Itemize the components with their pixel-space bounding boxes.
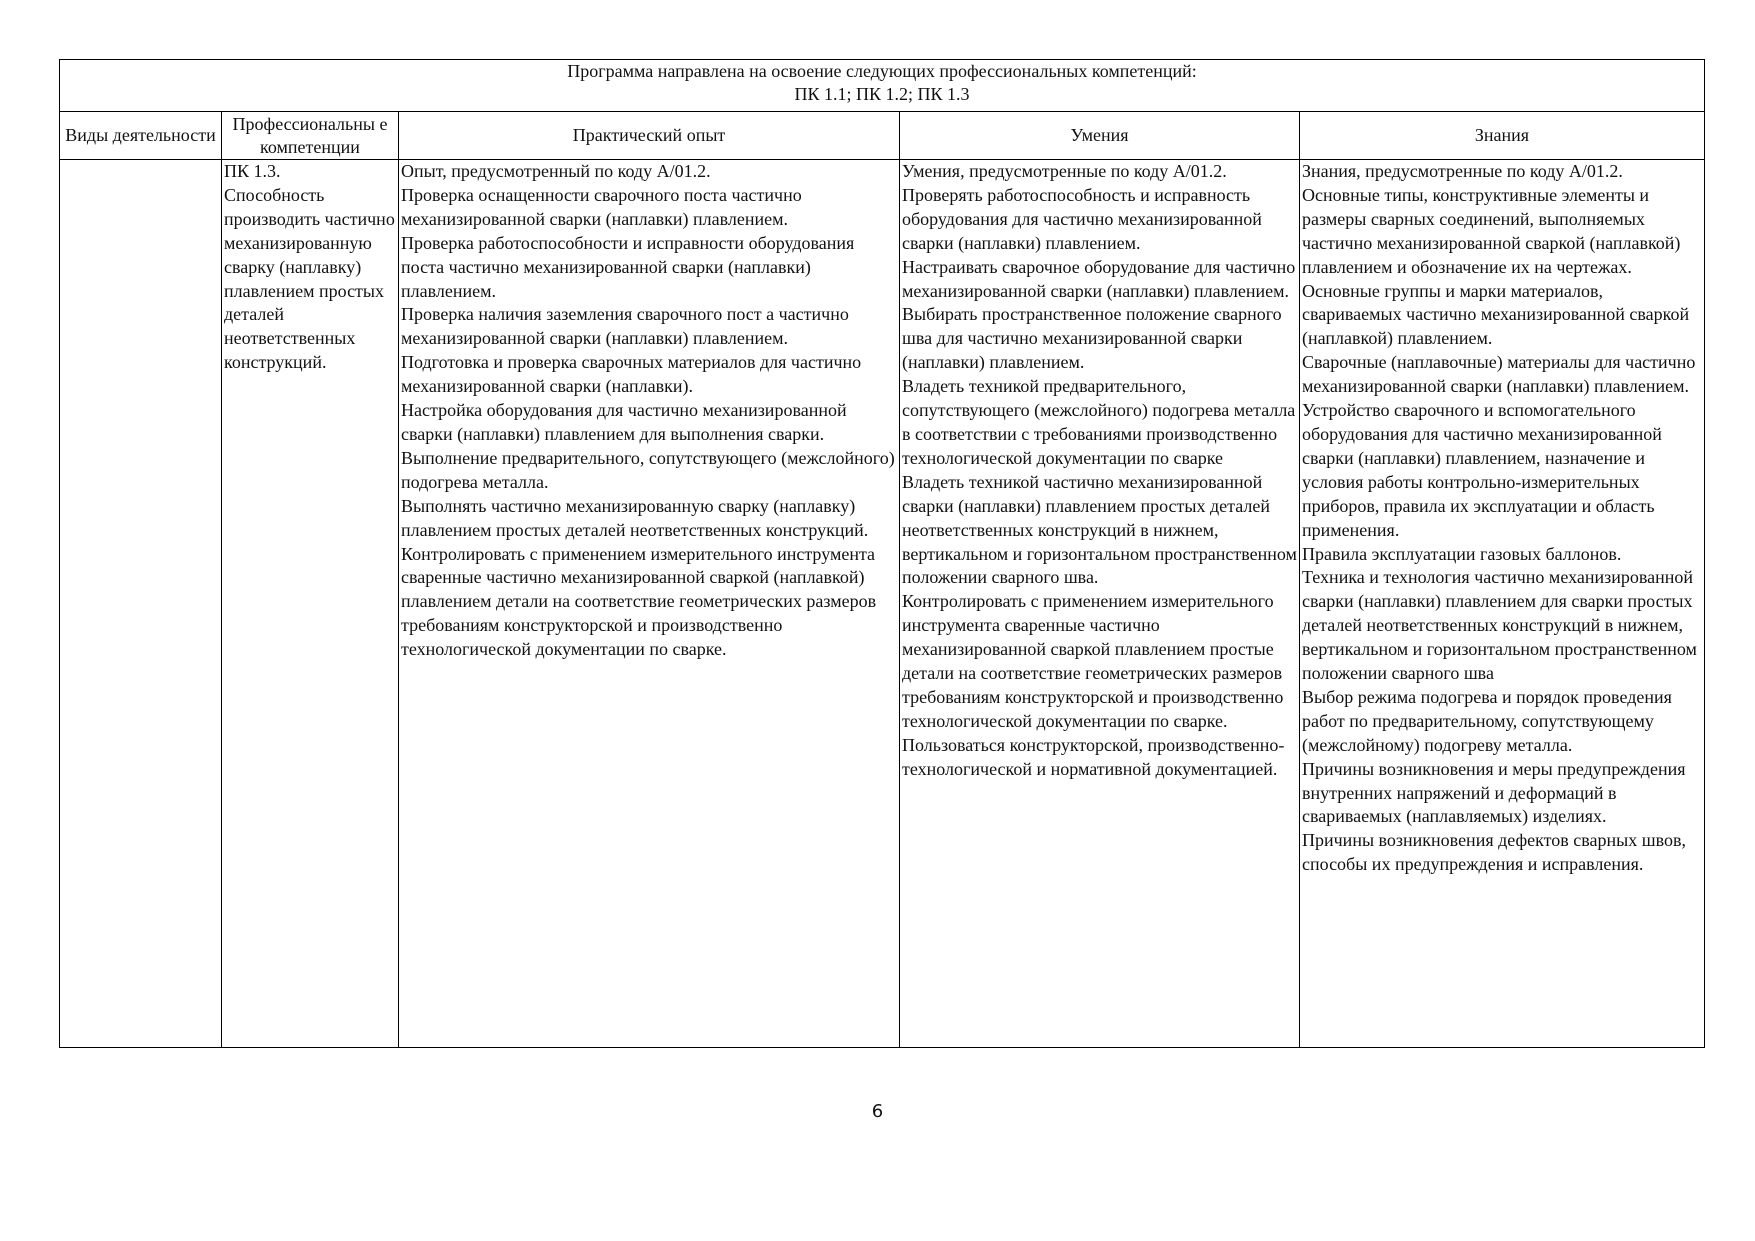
skill-item: Контролировать с применением измерительного инструмента сваренные частично механизированной сваркой плавлением простые детали на соответствие геометрических размеров требованиям конструкторской и производственно технологической документации по сварке.: [902, 591, 1284, 731]
knowledge-item: Техника и технология частично механизированной сварки (наплавки) плавлением для сварки простых деталей неответственных конструкций в нижнем, вертикальном и горизонтальном пространственном положении сварного шва: [1302, 567, 1697, 684]
practice-item: Проверка работоспособности и исправности оборудования поста частично механизированной сварки (наплавки) плавлением.: [401, 232, 855, 301]
skill-item: Настраивать сварочное оборудование для частично механизированной сварки (наплавки) плавлением.: [902, 256, 1296, 301]
page-number: 6: [871, 1101, 884, 1122]
practice-item: Контролировать с применением измерительного инструмента сваренные частично механизированной сваркой (наплавкой) плавлением детали на соответствие геометрических размеров требованиям конструкторской и производственно технологической документации по сварке.: [401, 543, 877, 660]
knowledge-item: Основные группы и марки материалов, свариваемых частично механизированной сваркой (наплавкой) плавлением.: [1302, 280, 1690, 349]
competency-code: ПК 1.3.: [224, 161, 281, 181]
skill-item: Проверять работоспособность и исправность оборудования для частично механизированной сварки (наплавки) плавлением.: [902, 184, 1262, 253]
cell-practice: [399, 160, 900, 1048]
knowledge-item: Сварочные (наплавочные) материалы для частично механизированной сварки (наплавки) плавлением.: [1302, 352, 1696, 397]
header-knowledge: Знания: [1300, 112, 1705, 160]
table-title: [60, 60, 1705, 112]
practice-item: Опыт, предусмотренный по коду A/01.2.: [401, 161, 711, 181]
knowledge-item: Причины возникновения и меры предупреждения внутренних напряжений и деформаций в свариваемых (наплавляемых) изделиях.: [1302, 758, 1686, 827]
competency-table: [59, 59, 1705, 1048]
skill-item: Пользоваться конструкторской, производственно-технологической и нормативной документацией.: [902, 734, 1285, 779]
knowledge-item: Знания, предусмотренные по коду A/01.2.: [1302, 161, 1623, 181]
cell-activity: [60, 160, 222, 1048]
practice-item: Настройка оборудования для частично механизированной сварки (наплавки) плавлением для выполнения сварки.: [401, 400, 847, 444]
table-row: [60, 160, 1705, 1048]
practice-item: Подготовка и проверка сварочных материалов для частично механизированной сварки (наплавки).: [401, 352, 862, 397]
skill-item: Умения, предусмотренные по коду A/01.2.: [902, 161, 1227, 181]
knowledge-item: Правила эксплуатации газовых баллонов.: [1302, 543, 1622, 564]
knowledge-item: Основные типы, конструктивные элементы и размеры сварных соединений, выполняемых частично механизированной сваркой (наплавкой) плавлением и обозначение их на чертежах.: [1302, 184, 1681, 277]
skill-item: Владеть техникой частично механизированной сварки (наплавки) плавлением простых деталей неответственных конструкций в нижнем, вертикальном и горизонтальном пространственном положении сварного шва.: [902, 471, 1297, 588]
cell-knowledge: [1300, 160, 1705, 1048]
practice-item: Выполнять частично механизированную сварку (наплавку) плавлением простых деталей неответственных конструкций.: [401, 495, 869, 540]
header-skills: Умения: [900, 112, 1300, 160]
knowledge-item: Устройство сварочного и вспомогательного оборудования для частично механизированной сварки (наплавки) плавлением, назначение и условия работы контрольно-измерительных приборов, правила их эксплуатации и область применения.: [1302, 400, 1662, 540]
practice-item: Выполнение предварительного, сопутствующего (межслойного) подогрева металла.: [401, 447, 895, 492]
knowledge-item: Выбор режима подогрева и порядок проведения работ по предварительному, сопутствующему (межслойному) подогреву металла.: [1302, 686, 1672, 755]
table-title-row: [60, 60, 1705, 112]
title-line-2: ПК 1.1; ПК 1.2; ПК 1.3: [794, 84, 970, 104]
header-activity: Виды деятельности: [60, 112, 222, 160]
header-practice: Практический опыт: [399, 112, 900, 160]
practice-item: Проверка наличия заземления сварочного пост а частично механизированной сварки (наплавки) плавлением.: [401, 304, 849, 349]
competency-description: Способность производить частично механизированную сварку (наплавку) плавлением простых деталей неответственных конструкций.: [224, 184, 395, 373]
knowledge-item: Причины возникновения дефектов сварных швов, способы их предупреждения и исправления.: [1302, 830, 1686, 875]
header-competencies: Профессиональны е компетенции: [222, 112, 399, 160]
table-header-row: [60, 112, 1705, 160]
cell-competency: [222, 160, 399, 1048]
skill-item: Выбирать пространственное положение сварного шва для частично механизированной сварки (наплавки) плавлением.: [902, 304, 1282, 373]
cell-skills: [900, 160, 1300, 1048]
title-line-1: Программа направлена на освоение следующих профессиональных компетенций:: [567, 61, 1197, 81]
skill-item: Владеть техникой предварительного, сопутствующего (межслойного) подогрева металла в соответствии с требованиями производственно технологической документации по сварке: [902, 376, 1296, 468]
practice-item: Проверка оснащенности сварочного поста частично механизированной сварки (наплавки) плавлением.: [401, 184, 802, 229]
